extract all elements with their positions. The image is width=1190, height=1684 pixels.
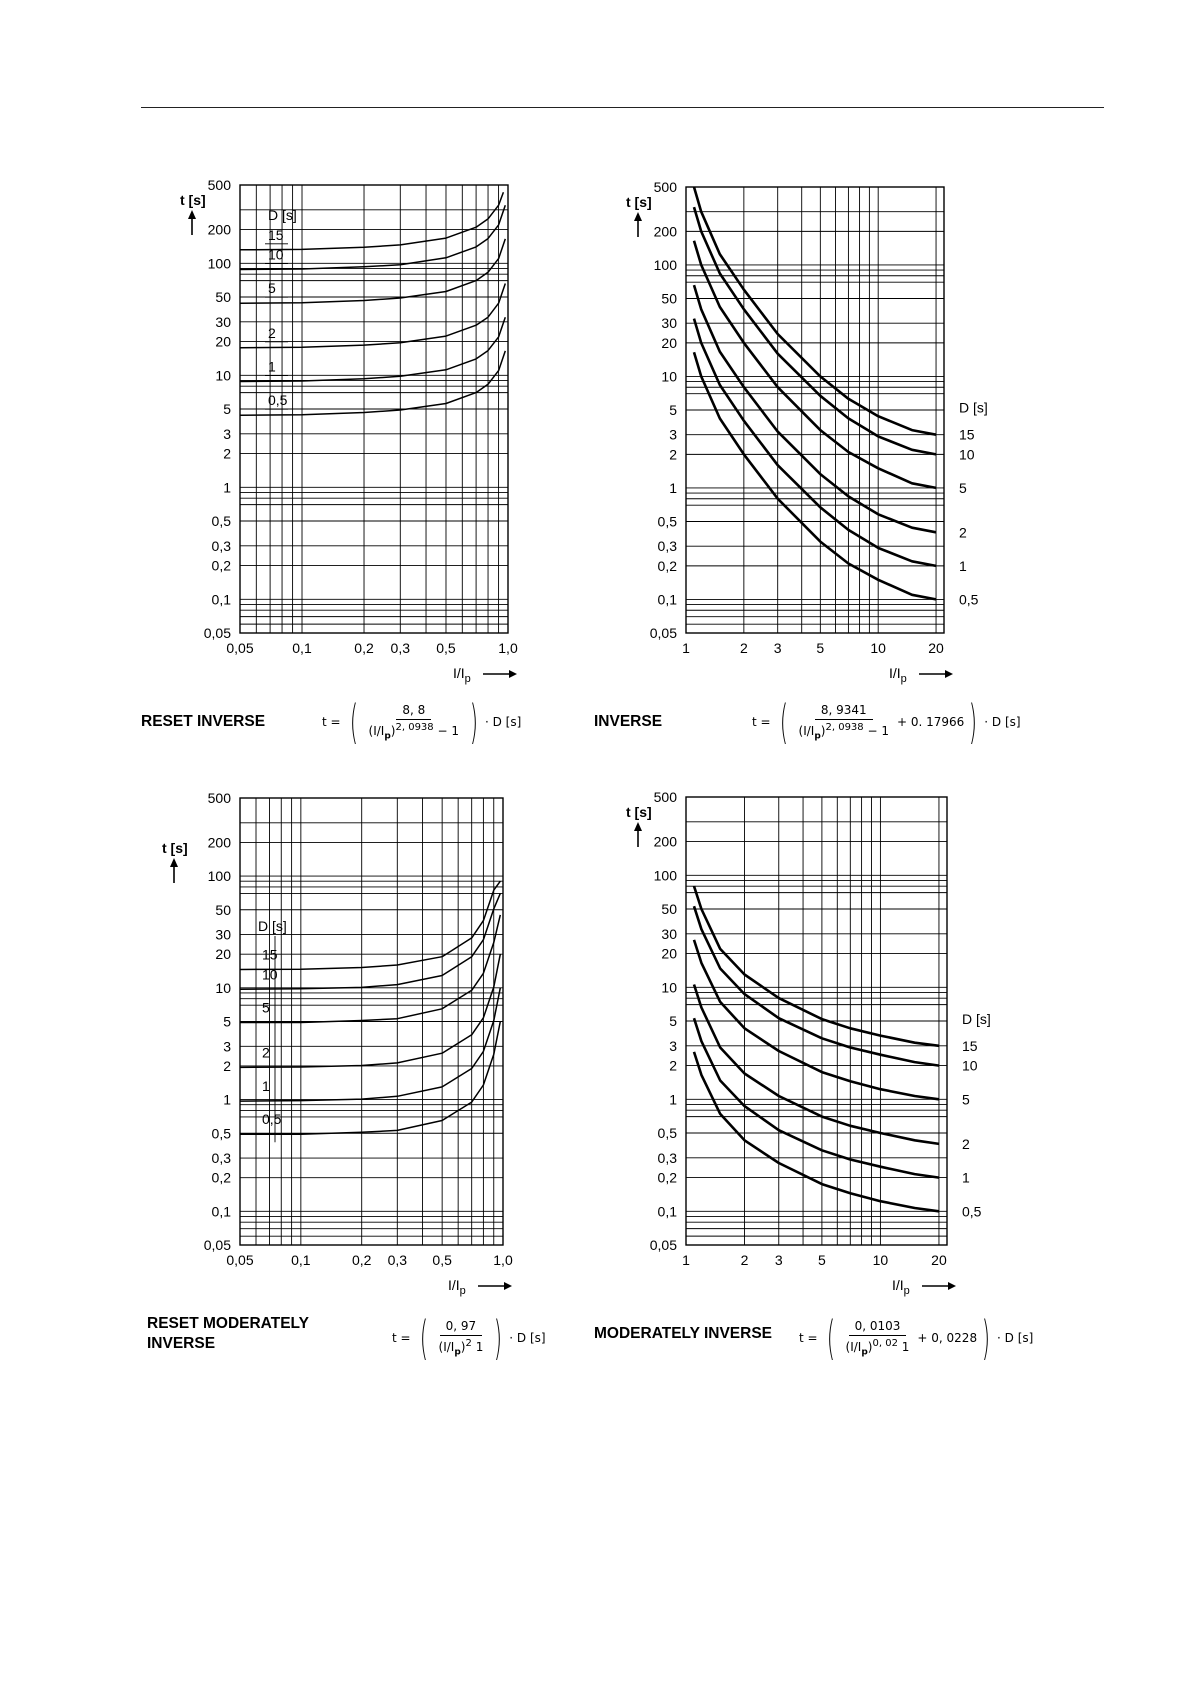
y-axis-arrowhead [188,210,196,219]
y-tick-label: 0,05 [649,625,677,641]
y-tick-label: 0,3 [211,537,231,554]
x-tick-label: 5 [816,640,825,656]
y-tick-label: 100 [207,255,231,272]
x-axis-label: $I/I_p$ [889,665,907,685]
y-tick-label: 0,5 [211,513,231,529]
y-tick-label: 500 [207,790,231,806]
series-label: 0,5 [268,392,288,409]
legend-title: D [s] [962,1010,991,1027]
chart-title-reset-inverse: RESET INVERSE [141,713,266,730]
series-label: 1 [262,1078,270,1095]
y-tick-label: 0,2 [657,557,677,574]
x-tick-label: 3 [774,1252,783,1268]
series-label: 10 [962,1057,978,1074]
series-label: 0,5 [959,591,979,608]
formula-numerator: 8, 8 [396,703,431,720]
x-tick-label: 1 [682,1252,690,1268]
y-tick-label: 10 [661,368,677,385]
x-tick-label: 5 [817,1252,826,1268]
y-tick-label: 0,1 [211,1203,231,1220]
y-tick-label: 0,5 [657,513,677,530]
y-axis-label: t [s] [626,804,652,820]
chart-1 [626,179,988,685]
formula-t-eq: t = [799,1331,818,1345]
series-curve-2 [694,940,939,1099]
y-tick-label: 200 [207,834,231,851]
formula-denominator: $(I/I_p)^{2, 0938} - 1$ [798,721,889,742]
series-curve-1 [694,207,936,454]
y-tick-label: 200 [653,223,677,240]
series-label: 5 [262,999,270,1016]
y-tick-label: 20 [215,333,231,350]
x-axis-label: $I/I_p$ [453,665,471,685]
x-tick-label: 0,2 [354,640,374,656]
y-tick-label: 3 [669,426,677,443]
y-axis-arrowhead [170,858,178,867]
x-axis-label: $I/I_p$ [448,1277,466,1297]
x-tick-label: 2 [740,1252,749,1268]
formula-numerator: 0, 0103 [849,1319,907,1336]
grid [240,798,503,1245]
series-curve-1 [694,906,939,1065]
y-axis-arrowhead [634,822,642,831]
y-tick-label: 0,05 [203,625,231,641]
formula-denominator: $(I/I_p)^{0, 02}$ 1 [845,1337,910,1358]
chart-3 [626,789,991,1297]
y-tick-label: 100 [653,256,677,273]
y-tick-label: 5 [669,1013,677,1029]
series-label: 2 [959,524,967,541]
x-axis-label: $I/I_p$ [892,1277,910,1297]
x-tick-label: 0,3 [390,640,411,656]
y-tick-label: 100 [653,867,677,884]
x-tick-label: 1,0 [498,640,518,656]
series-curve-0 [694,187,936,435]
y-tick-label: 3 [223,1038,231,1055]
formula-fraction [795,703,893,741]
series-label: 5 [268,280,276,297]
y-tick-label: 0,2 [657,1169,677,1186]
y-tick-label: 0,1 [657,1203,677,1220]
y-tick-label: 1 [223,1091,231,1108]
y-tick-label: 1 [223,479,231,496]
y-tick-label: 30 [215,926,231,943]
x-tick-label: 0,05 [226,640,254,656]
x-axis-arrowhead [509,670,517,678]
x-tick-label: 2 [739,640,748,656]
x-axis-arrowhead [504,1282,512,1290]
formula-t-eq: t = [752,715,771,729]
series-label: 15 [962,1037,978,1054]
series-label: 0,5 [962,1203,982,1220]
series-label: 15 [268,226,284,243]
y-tick-label: 0,3 [657,1149,677,1166]
y-tick-label: 2 [669,446,677,463]
series-curve-4 [694,319,936,566]
y-tick-label: 0,5 [657,1125,677,1141]
series-curve-3 [240,954,500,1067]
x-tick-label: 3 [773,640,782,656]
legend-title: D [s] [258,918,287,934]
series-curve-0 [694,886,939,1046]
formula-fraction [365,703,463,741]
y-tick-label: 100 [207,868,231,885]
y-tick-label: 50 [215,289,231,305]
y-tick-label: 20 [661,334,677,351]
series-curve-4 [694,1018,939,1177]
x-axis-arrowhead [945,670,953,678]
chart-title-reset-moderately-inverse: RESET MODERATELY INVERSE [147,1315,309,1352]
x-tick-label: 10 [872,1252,889,1268]
y-tick-label: 2 [223,1057,231,1074]
y-tick-label: 3 [223,425,231,442]
formula-fraction [435,1319,488,1357]
formula-numerator: 0, 97 [440,1319,483,1336]
y-tick-label: 0,1 [657,591,677,608]
x-tick-label: 0,5 [432,1252,452,1268]
series-label: 1 [959,557,967,574]
y-tick-label: 0,05 [203,1237,231,1253]
formula-d-unit: · D [s] [984,715,1021,729]
series-label: 1 [268,358,276,375]
chart-0 [180,177,518,685]
formula-plus-term: + 0. 17966 [897,715,965,729]
x-tick-label: 0,05 [226,1252,254,1268]
legend-title: D [s] [959,399,988,416]
grid [686,187,944,633]
series-curve-1 [240,893,500,989]
series-label: 1 [962,1169,970,1186]
y-tick-label: 0,1 [211,591,231,608]
x-tick-label: 0,5 [436,640,456,656]
formula-moderately-inverse: t = ( $\frac{0, 0103}{(I/I_p)^{0, 02} 1}$ + 0, 0228 ) · D [s] [799,1311,1034,1365]
series-label: 10 [268,246,284,263]
series-label: 5 [959,479,967,496]
y-tick-label: 0,5 [211,1125,231,1142]
formula-d-unit: · D [s] [509,1331,546,1345]
y-tick-label: 3 [669,1037,677,1054]
x-tick-label: 20 [931,1252,947,1268]
legend-title: D [s] [268,207,297,223]
series-label: 5 [962,1091,970,1108]
series-curve-3 [240,284,505,348]
formula-d-unit: · D [s] [997,1331,1034,1345]
series-label: 15 [262,946,278,963]
y-axis-label: t [s] [162,840,188,856]
y-tick-label: 50 [661,901,677,917]
y-tick-label: 10 [215,979,231,996]
series-curve-3 [694,985,939,1144]
x-tick-label: 10 [870,640,886,656]
y-tick-label: 10 [661,979,677,996]
series-label: 2 [962,1135,970,1152]
formula-reset-moderately-inverse: t = ( $\frac{0, 97}{(I/I_p)^2 1}$ ) · D [s] [392,1311,546,1365]
series-curve-4 [240,317,505,381]
y-tick-label: 10 [215,367,231,384]
y-tick-label: 0,2 [211,1169,231,1186]
y-tick-label: 200 [207,221,231,238]
x-axis-arrowhead [948,1282,956,1290]
grid [686,797,947,1245]
y-tick-label: 500 [653,789,677,805]
formula-reset-inverse: t = ( $\frac{8, 8}{(I/I_p)^{2, 0938} - 1}$ ) · D [s] [322,695,522,749]
y-tick-label: 0,3 [657,538,677,555]
formula-denominator: $(I/I_p)^{2, 0938} - 1$ [368,721,459,742]
y-tick-label: 0,05 [649,1237,677,1253]
series-curve-5 [694,1052,939,1211]
series-label: 2 [268,324,276,341]
chart-title-moderately-inverse: MODERATELY INVERSE [594,1325,773,1342]
chart-2 [162,790,513,1297]
formula-t-eq: t = [392,1331,411,1345]
y-tick-label: 2 [669,1057,677,1074]
y-axis-label: t [s] [626,194,652,210]
y-tick-label: 20 [661,945,677,962]
series-label: 10 [262,966,278,983]
x-tick-label: 1 [682,640,690,656]
y-tick-label: 5 [223,1013,231,1030]
y-tick-label: 0,2 [211,557,231,574]
formula-t-eq: t = [322,715,341,729]
y-tick-label: 30 [215,313,231,330]
y-tick-label: 5 [223,401,231,417]
y-tick-label: 0,3 [211,1150,231,1167]
y-axis-arrowhead [634,212,642,221]
y-tick-label: 5 [669,402,677,418]
y-tick-label: 500 [207,177,231,193]
y-tick-label: 500 [653,179,677,195]
x-tick-label: 1,0 [493,1252,513,1268]
series-label: 15 [959,426,975,443]
formula-denominator: $(I/I_p)^2$ 1 [438,1337,484,1358]
x-tick-label: 0,3 [387,1252,408,1268]
y-tick-label: 200 [653,833,677,850]
y-axis-label: t [s] [180,192,206,208]
formula-plus-term: + 0, 0228 [917,1331,978,1345]
y-tick-label: 20 [215,946,231,963]
formula-fraction [842,1319,914,1357]
y-tick-label: 30 [661,925,677,942]
series-curve-2 [694,241,936,488]
x-tick-label: 0,1 [292,640,312,656]
y-tick-label: 1 [669,479,677,496]
formula-numerator: 8, 9341 [815,703,873,720]
x-tick-label: 0,2 [351,1252,372,1268]
y-tick-label: 1 [669,1091,677,1108]
x-tick-label: 0,1 [291,1252,311,1268]
series-label: 2 [262,1044,270,1061]
y-tick-label: 50 [215,901,231,918]
series-label: 0,5 [262,1111,282,1128]
formula-d-unit: · D [s] [484,715,522,729]
y-tick-label: 30 [661,315,677,332]
chart-title-inverse: INVERSE [594,713,663,730]
series-label: 10 [959,446,975,463]
y-tick-label: 50 [661,290,677,307]
formula-inverse: t = ( $\frac{8, 9341}{(I/I_p)^{2, 0938} - 1}$ + 0. 17966 ) · D [s] [752,695,1021,749]
y-tick-label: 2 [223,445,231,462]
x-tick-label: 20 [928,640,944,656]
